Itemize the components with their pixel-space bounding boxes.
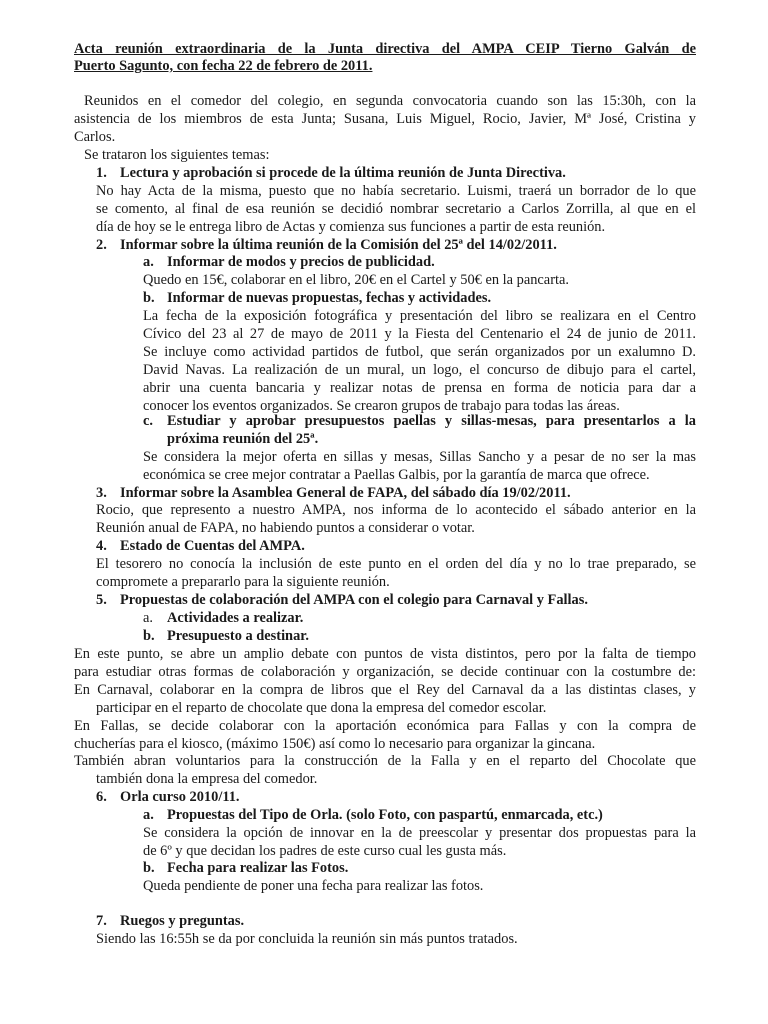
- item-number: 6.: [96, 789, 107, 805]
- item-number: 2.: [96, 237, 107, 253]
- item-1-heading: Lectura y aprobación si procede de la última reunión de Junta Directiva.: [120, 165, 566, 181]
- item-2b-heading: Informar de nuevas propuestas, fechas y actividades.: [167, 290, 492, 306]
- item-2b-text: Cívico del 23 al 27 de mayo de 2011 y la Fiesta del Centenario el 24 de junio de 2011.: [143, 326, 696, 342]
- subitem-letter: b.: [143, 860, 155, 876]
- item-2b-text: abrir una cuenta bancaria y realizar notas de prensa en forma de noticia para dar a: [143, 380, 696, 396]
- intro-line: asistencia de los miembros de esta Junta; Susana, Luis Miguel, Rocio, Javier, Mª José, Cristina y: [74, 111, 696, 127]
- item-5-text: También abran voluntarios para la construcción de la Falla y en el reparto del Chocolate que: [74, 753, 696, 769]
- item-3-text: Reunión anual de FAPA, no habiendo puntos a considerar o votar.: [96, 520, 475, 536]
- item-5a-heading: Actividades a realizar.: [167, 610, 304, 626]
- subitem-letter: c.: [143, 413, 153, 429]
- item-5-heading: Propuestas de colaboración del AMPA con el colegio para Carnaval y Fallas.: [120, 592, 588, 608]
- item-6b-text: Queda pendiente de poner una fecha para realizar las fotos.: [143, 878, 484, 894]
- item-4-text: El tesorero no conocía la inclusión de este punto en el orden del día y no lo trae preparado, se: [96, 556, 696, 572]
- item-6a-heading: Propuestas del Tipo de Orla. (solo Foto, con paspartú, enmarcada, etc.): [167, 807, 603, 823]
- item-6a-text: de 6º y que decidan los padres de este curso cual les gusta más.: [143, 843, 507, 859]
- item-5-text: también dona la empresa del comedor.: [96, 771, 318, 787]
- item-number: 7.: [96, 913, 107, 929]
- item-2-heading: Informar sobre la última reunión de la Comisión del 25ª del 14/02/2011.: [120, 237, 557, 253]
- item-1-text: día de hoy se le entrega libro de Actas y comienza sus funciones a partir de esta reunión.: [96, 219, 606, 235]
- item-number: 1.: [96, 165, 107, 181]
- item-1-text: se comento, al final de esa reunión se decidió nombrar secretario a Carlos Zorrilla, al que en el: [96, 201, 696, 217]
- topics-intro: Se trataron los siguientes temas:: [84, 147, 270, 163]
- item-2a-text: Quedo en 15€, colaborar en el libro, 20€ en el Cartel y 50€ en la pancarta.: [143, 272, 569, 288]
- item-2c-heading: próxima reunión del 25ª.: [167, 431, 319, 447]
- item-number: 5.: [96, 592, 107, 608]
- item-2b-text: La fecha de la exposición fotográfica y presentación del libro se realizara en el Centro: [143, 308, 696, 324]
- item-2a-heading: Informar de modos y precios de publicidad.: [167, 254, 435, 270]
- item-3-heading: Informar sobre la Asamblea General de FAPA, del sábado día 19/02/2011.: [120, 485, 571, 501]
- item-5-text: participar en el reparto de chocolate que dona la empresa del comedor escolar.: [96, 700, 547, 716]
- item-2b-text: David Navas. La realización de un mural, un logo, el concurso de dibujo para el cartel,: [143, 362, 696, 378]
- subitem-letter: b.: [143, 628, 155, 644]
- item-4-heading: Estado de Cuentas del AMPA.: [120, 538, 305, 554]
- item-2b-text: conocer los eventos organizados. Se crearon grupos de trabajo para todas las áreas.: [143, 398, 620, 414]
- item-3-text: Rocio, que represento a nuestro AMPA, nos informa de lo acontecido el sábado anterior en la: [96, 502, 696, 518]
- item-2c-heading: Estudiar y aprobar presupuestos paellas y sillas-mesas, para presentarlos a la: [167, 413, 696, 429]
- item-6b-heading: Fecha para realizar las Fotos.: [167, 860, 349, 876]
- item-7-text: Siendo las 16:55h se da por concluida la reunión sin más puntos tratados.: [96, 931, 518, 947]
- item-6-heading: Orla curso 2010/11.: [120, 789, 240, 805]
- title-line-1: Acta reunión extraordinaria de la Junta directiva del AMPA CEIP Tierno Galván de: [74, 41, 696, 57]
- title-line-2: Puerto Sagunto, con fecha 22 de febrero de 2011.: [74, 58, 373, 74]
- item-5b-heading: Presupuesto a destinar.: [167, 628, 309, 644]
- item-1-text: No hay Acta de la misma, puesto que no había secretario. Luismi, traerá un borrador de lo que: [96, 183, 696, 199]
- item-7-heading: Ruegos y preguntas.: [120, 913, 245, 929]
- intro-line: Carlos.: [74, 129, 116, 145]
- subitem-letter: a.: [143, 610, 153, 626]
- subitem-letter: a.: [143, 807, 154, 823]
- item-number: 3.: [96, 485, 107, 501]
- item-2c-text: económica se cree mejor contratar a Paellas Galbis, por la garantía de marca que ofrece.: [143, 467, 650, 483]
- item-5-text: chucherías para el kiosco, (máximo 150€) así como lo necesario para organizar la gincana.: [74, 736, 596, 752]
- item-4-text: compromete a prepararlo para la siguiente reunión.: [96, 574, 390, 590]
- item-6a-text: Se considera la opción de innovar en la de preescolar y presentar dos propuestas para la: [143, 825, 696, 841]
- item-2c-text: Se considera la mejor oferta en sillas y mesas, Sillas Sancho y a pesar de no ser la mas: [143, 449, 696, 465]
- intro-line: Reunidos en el comedor del colegio, en segunda convocatoria cuando son las 15:30h, con la: [84, 93, 696, 109]
- subitem-letter: a.: [143, 254, 154, 270]
- item-number: 4.: [96, 538, 107, 554]
- item-5-text: En este punto, se abre un amplio debate con puntos de vista distintos, pero por la falta de tiempo: [74, 646, 696, 662]
- item-5-text: En Fallas, se decide colaborar con la aportación económica para Fallas y con la compra de: [74, 718, 696, 734]
- item-5-text: para estudiar otras formas de colaboración y organización, se decide continuar con la costumbre de:: [74, 664, 696, 680]
- item-5-text: En Carnaval, colaborar en la compra de libros que el Rey del Carnaval da a las distintas clases, y: [74, 682, 696, 698]
- subitem-letter: b.: [143, 290, 155, 306]
- item-2b-text: Se incluye como actividad partidos de futbol, que serán organizados por un exalumno D.: [143, 344, 696, 360]
